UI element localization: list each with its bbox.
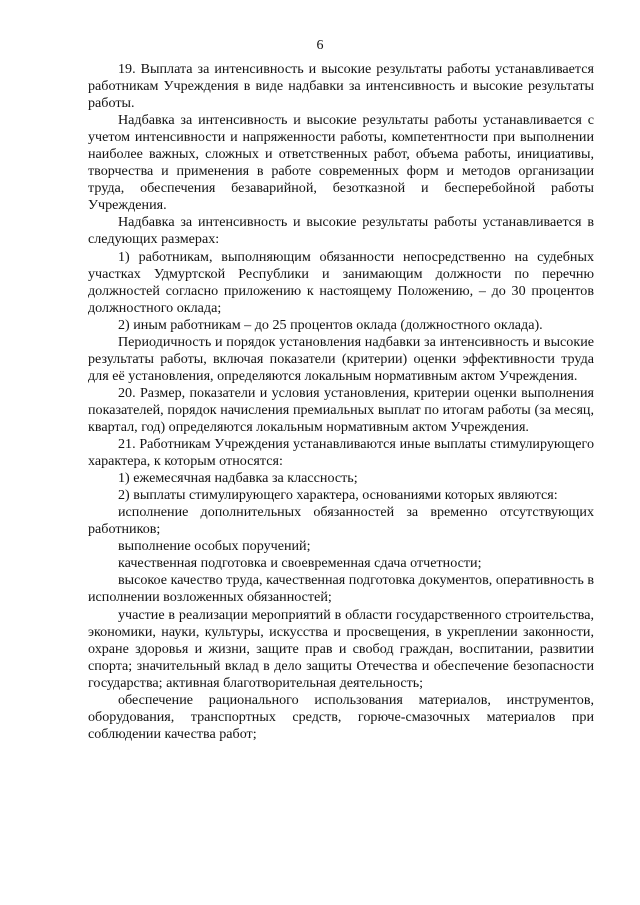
paragraph-bonus-sizes-intro: Надбавка за интенсивность и высокие результаты работы устанавливается в следующих размерах: bbox=[88, 214, 594, 248]
document-body bbox=[88, 61, 594, 743]
paragraph-bonus-procedure: Периодичность и порядок установления надбавки за интенсивность и высокие результаты работы, включая показатели (критерии) оценки эффективности труда для её установления, определяются локальным нормативным актом Учреждения. bbox=[88, 333, 594, 384]
list-item-extra-duties: исполнение дополнительных обязанностей за временно отсутствующих работников; bbox=[88, 504, 594, 538]
page-number: 6 bbox=[316, 38, 324, 53]
list-item-special-assignments: выполнение особых поручений; bbox=[118, 538, 311, 555]
list-item-bonus-size-2: 2) иным работникам – до 25 процентов оклада (должностного оклада). bbox=[118, 316, 543, 333]
paragraph-bonus-basis: Надбавка за интенсивность и высокие результаты работы устанавливается с учетом интенсивности и напряженности работы, компетентности при выполнении наиболее важных, сложных и ответственных работ, объема работы, инициативы, творчества и применения в работе современных форм и методов организации труда, обеспечения безаварийной, безотказной и бесперебойной работы Учреждения. bbox=[88, 112, 594, 214]
paragraph-20: 20. Размер, показатели и условия установления, критерии оценки выполнения показателей, порядок начисления премиальных выплат по итогам работы (за месяц, квартал, год) определяются локальным нормативным актом Учреждения. bbox=[88, 384, 594, 435]
list-item-bonus-size-1: 1) работникам, выполняющим обязанности непосредственно на судебных участках Удмуртской Республики и занимающим должности по перечню должностей согласно приложению к настоящему Положению, – до 30 процентов должностного оклада; bbox=[88, 248, 594, 316]
paragraph-21-intro: 21. Работникам Учреждения устанавливаются иные выплаты стимулирующего характера, к которым относятся: bbox=[88, 436, 594, 470]
list-item-class-bonus: 1) ежемесячная надбавка за классность; bbox=[118, 470, 358, 487]
paragraph-19-intro: 19. Выплата за интенсивность и высокие результаты работы устанавливается работникам Учреждения в виде надбавки за интенсивность и высокие результаты работы. bbox=[88, 61, 594, 112]
list-item-resource-use: обеспечение рационального использования материалов, инструментов, оборудования, транспортных средств, горюче-смазочных материалов при соблюдении качества работ; bbox=[88, 691, 594, 742]
list-item-reporting: качественная подготовка и своевременная сдача отчетности; bbox=[118, 555, 482, 572]
list-item-incentive-payments: 2) выплаты стимулирующего характера, основаниями которых являются: bbox=[118, 487, 558, 504]
list-item-participation: участие в реализации мероприятий в области государственного строительства, экономики, науки, культуры, искусства и просвещения, в укреплении законности, охране здоровья и жизни, защите прав и свобод граждан, воспитании, развитии спорта; значительный вклад в дело защиты Отечества и обеспечение безопасности государства; активная благотворительная деятельность; bbox=[88, 606, 594, 691]
list-item-work-quality: высокое качество труда, качественная подготовка документов, оперативность в исполнении возложенных обязанностей; bbox=[88, 572, 594, 606]
